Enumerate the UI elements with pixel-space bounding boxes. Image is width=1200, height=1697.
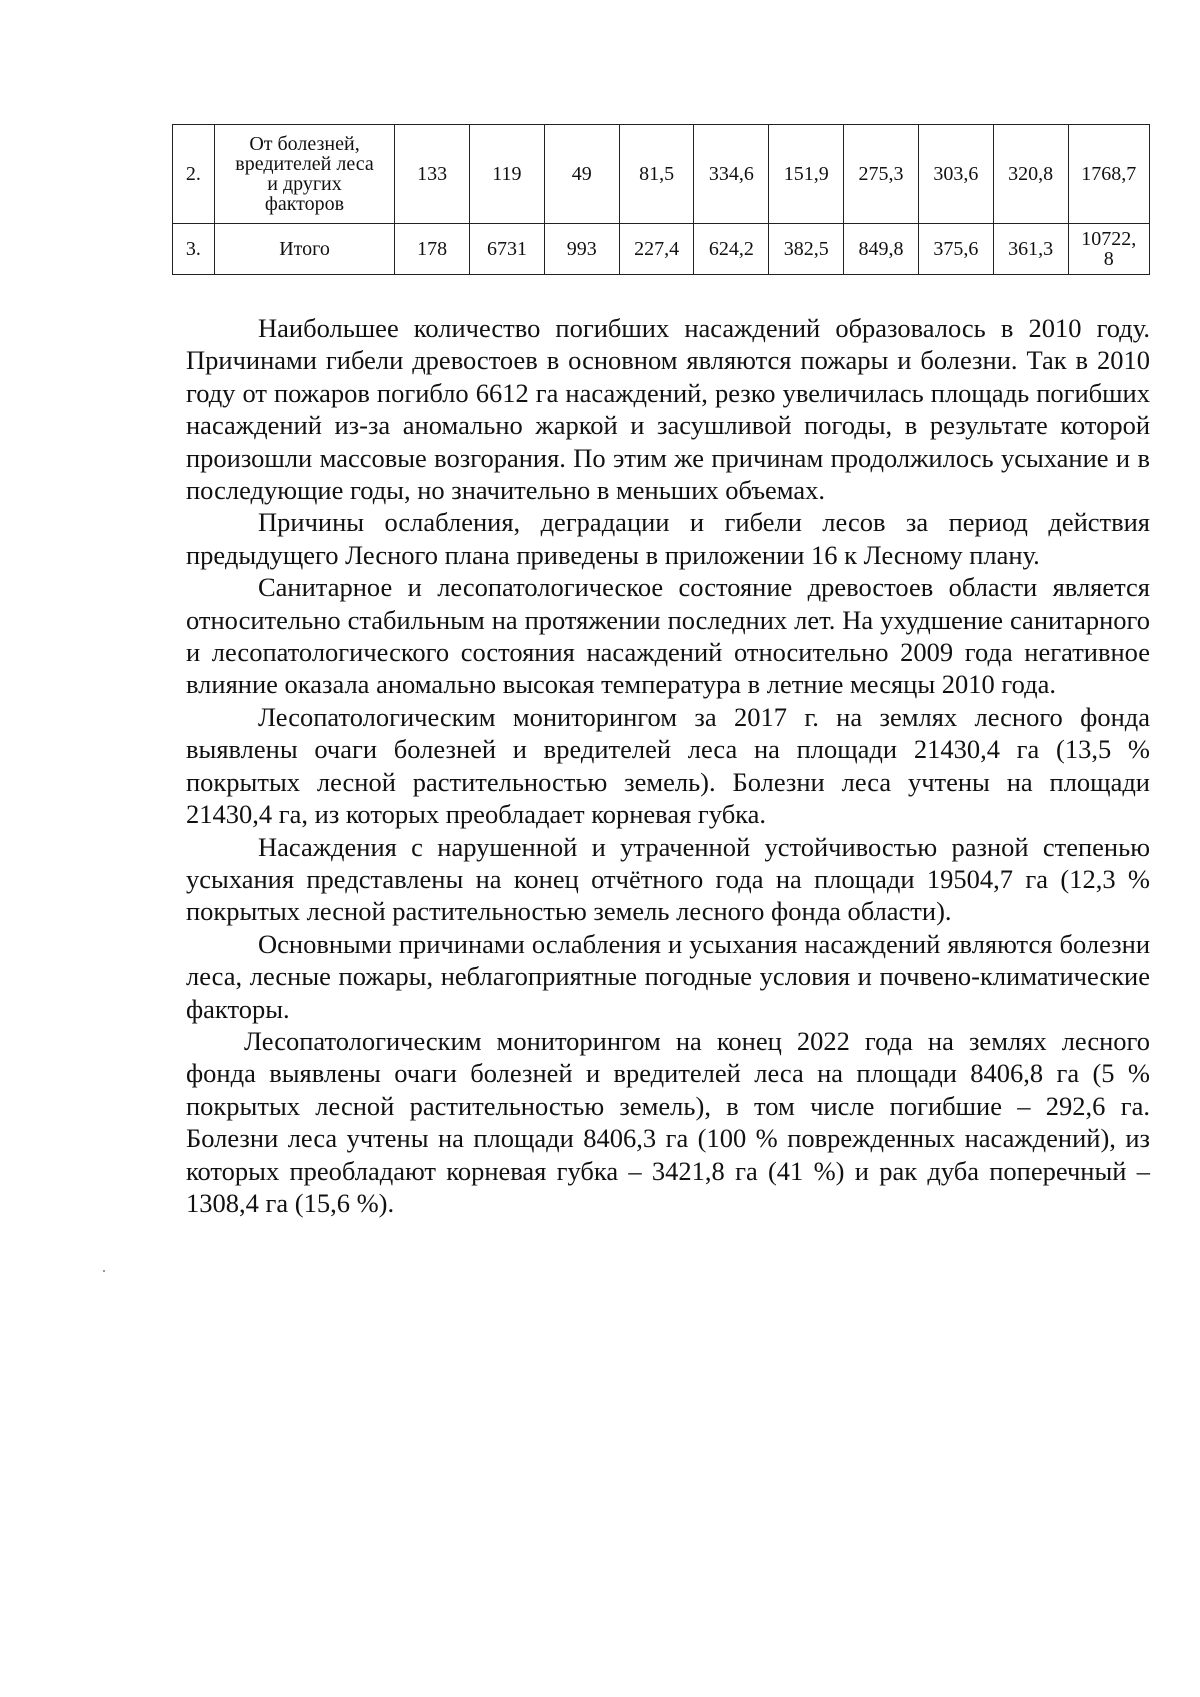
table-cell: 178 [395,224,470,275]
table-cell: 624,2 [694,224,769,275]
table-cell: 6731 [470,224,545,275]
table-cell: 81,5 [619,125,694,224]
table-cell: 993 [544,224,619,275]
row-label: Итого [214,224,394,275]
table-cell: 133 [395,125,470,224]
table-cell: 49 [544,125,619,224]
table-cell: 119 [470,125,545,224]
paragraph: Насаждения с нарушенной и утраченной устойчивостью разной степенью усыхания представлены на конец отчётного года на площади 19504,7 га (12,3 % покрытых лесной растительностью земель лесного фонда области). [186,831,1150,927]
scan-speck [103,1270,105,1272]
table-cell: 334,6 [694,125,769,224]
table-row [173,224,1150,275]
table-cell: 1768,7 [1068,125,1149,224]
row-label: От болезней, вредителей леса и других факторов [214,125,394,224]
table-cell: 382,5 [769,224,844,275]
body-text [186,312,1150,1219]
row-number: 3. [173,224,215,275]
table-cell: 303,6 [918,125,993,224]
table-cell: 151,9 [769,125,844,224]
table-row [173,125,1150,224]
table-cell: 320,8 [993,125,1068,224]
paragraph: Лесопатологическим мониторингом за 2017 г. на землях лесного фонда выявлены очаги болезней и вредителей леса на площади 21430,4 га (13,5 % покрытых лесной растительностью земель). Болезни леса учтены на площади 21430,4 га, из которых преобладает корневая губка. [186,701,1150,830]
table-cell: 275,3 [844,125,919,224]
paragraph: Санитарное и лесопатологическое состояние древостоев области является относительно стабильным на протяжении последних лет. На ухудшение санитарного и лесопатологического состояния насаждений относительно 2009 года негативное влияние оказала аномально высокая температура в летние месяцы 2010 года. [186,572,1150,700]
table-cell: 10722, 8 [1068,224,1149,275]
paragraph: Наибольшее количество погибших насаждений образовалось в 2010 году. Причинами гибели древостоев в основном являются пожары и болезни. Так в 2010 году от пожаров погибло 6612 га насаждений, резко увеличилась площадь погибших насаждений из-за аномально жаркой и засушливой погоды, в результате которой произошли массовые возгорания. По этим же причинам продолжилось усыхание и в последующие годы, но значительно в меньших объемах. [186,313,1150,506]
paragraph: Лесопатологическим мониторингом на конец 2022 года на землях лесного фонда выявлены очаги болезней и вредителей леса на площади 8406,8 га (5 % покрытых лесной растительностью земель), в том числе погибшие – 292,6 га. Болезни леса учтены на площади 8406,3 га (100 % поврежденных насаждений), из которых преобладают корневая губка – 3421,8 га (41 %) и рак дуба поперечный – 1308,4 га (15,6 %). [186,1025,1150,1218]
forest-loss-table [172,124,1150,275]
paragraph: Основными причинами ослабления и усыхания насаждений являются болезни леса, лесные пожары, неблагоприятные погодные условия и почвено-климатические факторы. [186,928,1150,1024]
row-number: 2. [173,125,215,224]
paragraph: Причины ослабления, деградации и гибели лесов за период действия предыдущего Лесного плана приведены в приложении 16 к Лесному плану. [186,507,1150,570]
table-cell: 227,4 [619,224,694,275]
table-cell: 361,3 [993,224,1068,275]
table-cell: 849,8 [844,224,919,275]
table-cell: 375,6 [918,224,993,275]
